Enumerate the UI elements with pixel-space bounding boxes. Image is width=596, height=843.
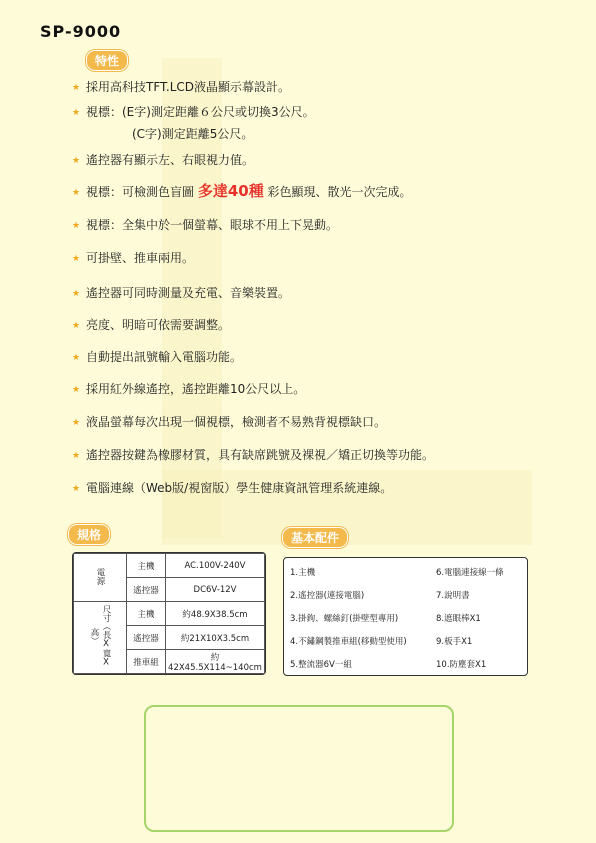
accessory-item: 3.掛鉤、螺絲釘(掛壁型專用) xyxy=(290,614,399,624)
spec-value: 約42X45.5X114~140cm xyxy=(166,650,265,674)
feature-item-continuation xyxy=(132,125,253,142)
feature-text: (C字)測定距離5公尺。 xyxy=(132,127,254,141)
size-label: 尺寸（長X寬X高） xyxy=(89,604,111,668)
feature-text: 彩色顯現、散光一次完成。 xyxy=(267,185,412,199)
spec-item: 主機 xyxy=(127,602,166,626)
feature-text: 液晶螢幕每次出現一個視標，檢測者不易熟背視標缺口。 xyxy=(86,415,387,429)
feature-item xyxy=(72,479,392,496)
table-row xyxy=(74,554,265,578)
feature-text: 採用紅外線遙控，遙控距離10公尺以上。 xyxy=(86,382,306,396)
feature-item xyxy=(72,446,434,463)
star-icon: ★ xyxy=(72,321,81,331)
accessory-item: 10.防塵套X1 xyxy=(436,660,487,670)
accessory-item: 7.說明書 xyxy=(436,591,470,601)
star-icon: ★ xyxy=(72,254,81,264)
features-tab: 特性 xyxy=(86,50,128,71)
spec-value: 約21X10X3.5cm xyxy=(166,626,265,650)
feature-text: 採用高科技TFT.LCD液晶顯示幕設計。 xyxy=(86,80,291,94)
feature-item xyxy=(72,380,305,397)
star-icon: ★ xyxy=(72,418,81,428)
feature-text: 視標：(E字)測定距離６公尺或切換3公尺。 xyxy=(86,105,315,119)
spec-value: AC.100V-240V xyxy=(166,554,265,578)
star-icon: ★ xyxy=(72,385,81,395)
accessory-item: 8.遮眼棒X1 xyxy=(436,614,481,624)
spec-item: 遙控器 xyxy=(127,578,166,602)
spec-item: 主機 xyxy=(127,554,166,578)
feature-text: 遙控器有顯示左、右眼視力值。 xyxy=(86,153,255,167)
spec-value: DC6V-12V xyxy=(166,578,265,602)
spec-item: 遙控器 xyxy=(127,626,166,650)
power-label: 電源 xyxy=(95,567,105,585)
highlight-text: 多達40種 xyxy=(197,182,264,200)
accessories-tab: 基本配件 xyxy=(282,527,348,548)
feature-text: 遙控器可同時測量及充電、音樂裝置。 xyxy=(86,286,291,300)
spec-table xyxy=(72,552,266,675)
feature-item xyxy=(72,348,242,365)
spec-item: 推車組 xyxy=(127,650,166,674)
star-icon: ★ xyxy=(72,451,81,461)
size-label-cell xyxy=(74,602,127,674)
spec-value: 約48.9X38.5cm xyxy=(166,602,265,626)
accessory-item: 1.主機 xyxy=(290,568,316,578)
accessories-box xyxy=(283,557,528,676)
star-icon: ★ xyxy=(72,188,81,198)
product-title: SP-9000 xyxy=(40,22,122,41)
accessory-item: 9.板手X1 xyxy=(436,637,473,647)
star-icon: ★ xyxy=(72,353,81,363)
specs-tab: 規格 xyxy=(68,524,110,545)
feature-item xyxy=(72,249,194,266)
feature-item xyxy=(72,151,254,168)
feature-text: 視標：可檢測色盲圖 xyxy=(86,185,195,199)
feature-item xyxy=(72,103,315,120)
star-icon: ★ xyxy=(72,83,81,93)
feature-item xyxy=(72,78,290,95)
accessory-item: 5.整流器6V一組 xyxy=(290,660,352,670)
notes-box xyxy=(144,705,454,832)
feature-text: 亮度、明暗可依需要調整。 xyxy=(86,318,231,332)
star-icon: ★ xyxy=(72,221,81,231)
feature-item xyxy=(72,316,230,333)
power-label-cell xyxy=(74,554,127,602)
feature-text: 遙控器按鍵為橡膠材質，具有缺席跳號及裸視／矯正切換等功能。 xyxy=(86,448,435,462)
star-icon: ★ xyxy=(72,484,81,494)
accessory-item: 4.不鏽鋼製推車組(移動型使用) xyxy=(290,637,407,647)
feature-text: 視標：全集中於一個螢幕、眼球不用上下晃動。 xyxy=(86,218,339,232)
accessory-item: 2.遙控器(連接電腦) xyxy=(290,591,365,601)
feature-item xyxy=(72,413,386,430)
feature-text: 自動提出訊號輸入電腦功能。 xyxy=(86,350,243,364)
feature-item xyxy=(72,284,290,301)
feature-item xyxy=(72,216,338,233)
feature-text: 可掛壁、推車兩用。 xyxy=(86,251,195,265)
star-icon: ★ xyxy=(72,289,81,299)
star-icon: ★ xyxy=(72,156,81,166)
table-row xyxy=(74,602,265,626)
feature-text: 電腦連線（Web版/視窗版）學生健康資訊管理系統連線。 xyxy=(86,481,393,495)
star-icon: ★ xyxy=(72,108,81,118)
feature-item xyxy=(72,180,412,201)
accessory-item: 6.電腦連接線一條 xyxy=(436,568,504,578)
